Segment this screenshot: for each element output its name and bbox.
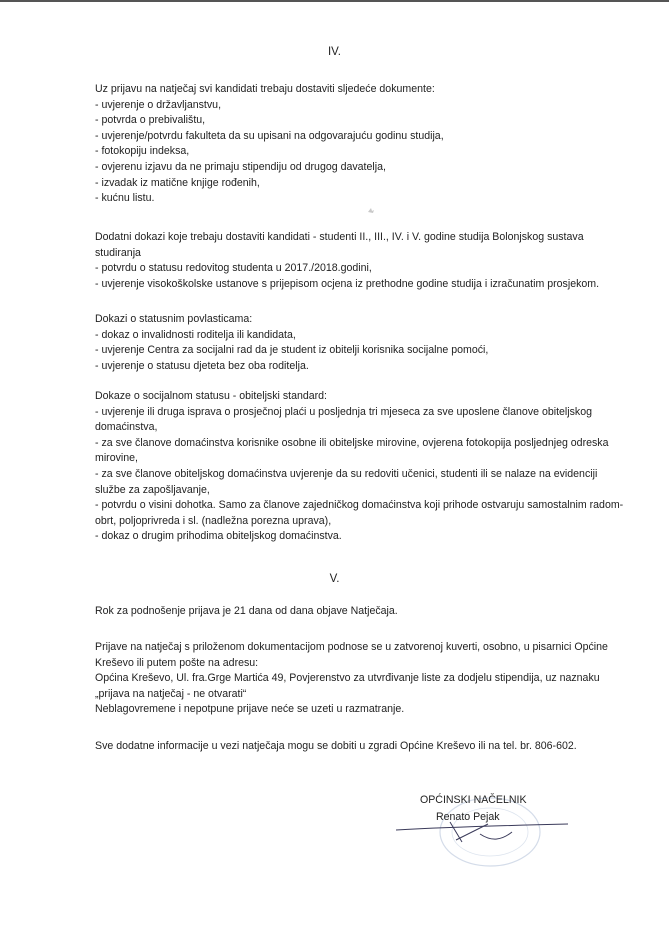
section-number-iv: IV. [327,46,341,58]
list-item: - uvjerenje o statusu djeteta bez oba roditelja. [95,359,309,372]
submission-paragraph [95,640,608,718]
list-item: - izvadak iz matične knjige rođenih, [95,176,260,189]
handwritten-signature [392,818,572,848]
section-number-v: V. [329,573,340,585]
status-privileges-block [95,312,595,374]
list-item: - potvrdu o statusu redovitog studenta u 2017./2018.godini, [95,262,372,275]
social-status-intro: Dokaze o socijalnom statusu - obiteljski standard: [95,390,327,402]
late-applications-note: Neblagovremene i nepotpune prijave neće se uzeti u razmatranje. [95,703,405,716]
list-item-cont: mirovine, [95,452,138,465]
list-item: - potvrda o prebivalištu, [95,114,206,127]
list-item-cont: domaćinstva, [95,421,158,434]
list-item-cont: obrt, poljoprivreda i sl. (nadležna porezna uprava), [95,514,332,527]
list-item: - za sve članove domaćinstva korisnike osobne ili obiteljske mirovine, ovjerena fotokopija posljednjeg odreska [95,436,609,449]
list-item: - fotokopiju indeksa, [95,145,190,158]
submission-line: Prijave na natječaj s priloženom dokumentacijom podnose se u zatvorenoj kuverti, osobno, u pisarnici Općine [95,641,608,653]
signatory-title: OPĆINSKI NAČELNIK [420,794,527,806]
list-item: - dokaz o drugim prihodima obiteljskog domaćinstva. [95,530,342,543]
status-privileges-intro: Dokazi o statusnim povlasticama: [95,313,253,325]
list-item: - uvjerenje ili druga isprava o prosječnoj plaći u posljednja tri mjeseca za sve uposlene članove obiteljskog [95,405,593,418]
submission-line: Kreševo ili putem pošte na adresu: [95,656,259,669]
info-text: Sve dodatne informacije u vezi natječaja mogu se dobiti u zgradi Općine Kreševo ili na tel. br. 806-602. [95,740,577,752]
list-item: - dokaz o invalidnosti roditelja ili kandidata, [95,328,296,341]
required-documents-block [95,82,595,207]
signatory-name: Renato Pejak [436,811,500,823]
required-documents-intro: Uz prijavu na natječaj svi kandidati trebaju dostaviti sljedeće dokumente: [95,83,435,95]
additional-proofs-intro-cont: studiranja [95,246,141,259]
deadline-paragraph [95,604,595,620]
additional-proofs-intro: Dodatni dokazi koje trebaju dostaviti kandidati - studenti II., III., IV. i V. godine studija Bolonjskog sustava [95,231,584,243]
deadline-text: Rok za podnošenje prijava je 21 dana od dana objave Natječaja. [95,605,398,617]
additional-proofs-block [95,230,600,292]
social-status-block [95,389,624,545]
info-paragraph [95,739,595,755]
list-item: - uvjerenje/potvrdu fakulteta da su upisani na odgovarajuću godinu studija, [95,129,444,142]
list-item: - ovjerenu izjavu da ne primaju stipendiju od drugog davatelja, [95,160,386,173]
scan-speck [366,205,376,215]
scan-top-edge [0,0,669,2]
list-item: - uvjerenje Centra za socijalni rad da je student iz obitelji korisnika socijalne pomoći, [95,344,489,357]
list-item-cont: službe za zapošljavanje, [95,483,210,496]
list-item: - potvrdu o visini dohotka. Samo za članove zajedničkog domaćinstva koji prihode ostvaruju samostalnim radom- [95,499,624,512]
list-item: - kućnu listu. [95,192,155,205]
list-item: - uvjerenje o državljanstvu, [95,98,222,111]
envelope-note: „prijava na natječaj - ne otvarati“ [95,687,247,700]
address-line: Općina Kreševo, Ul. fra.Grge Martića 49, Povjerenstvo za utvrđivanje liste za dodjelu stipendija, uz naznaku [95,672,600,685]
list-item: - za sve članove obiteljskog domaćinstva uvjerenje da su redoviti učenici, studenti ili se nalaze na evidenciji [95,467,598,480]
list-item: - uvjerenje visokoškolske ustanove s prijepisom ocjena iz prethodne godine studija i izračunatim prosjekom. [95,277,600,290]
